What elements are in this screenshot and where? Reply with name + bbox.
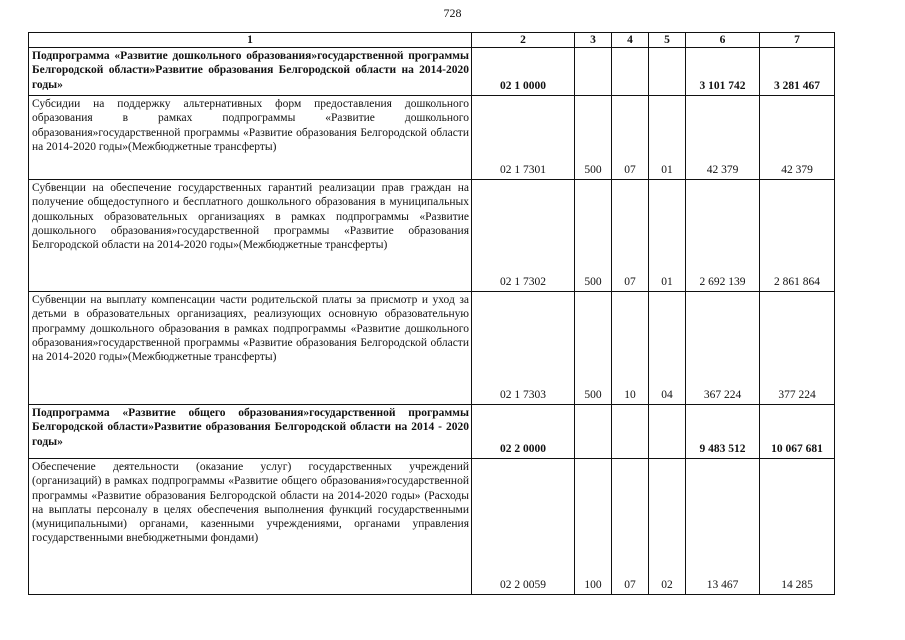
row-col-5: 02 [649,459,686,595]
row-col-4 [612,48,649,96]
row-col-6: 367 224 [686,292,760,405]
header-col-2: 2 [472,33,575,48]
header-col-4: 4 [612,33,649,48]
row-col-5: 04 [649,292,686,405]
row-col-7: 10 067 681 [760,405,835,459]
row-col-4: 07 [612,96,649,180]
row-col-7: 14 285 [760,459,835,595]
table-row [29,96,835,180]
row-col-7: 377 224 [760,292,835,405]
header-col-3: 3 [575,33,612,48]
page-number: 728 [443,6,462,20]
header-row [29,33,835,48]
row-col-3: 500 [575,292,612,405]
table-row [29,48,835,96]
row-code: 02 1 7301 [472,96,575,180]
table-row [29,180,835,292]
row-description: Подпрограмма «Развитие дошкольного образования»государственной программы Белгородской области»Развитие образования Белгородской области на 2014-2020 годы» [29,48,472,96]
row-code: 02 1 7302 [472,180,575,292]
row-col-3 [575,405,612,459]
row-description: Подпрограмма «Развитие общего образования»государственной программы Белгородской области»Развитие образования Белгородской области на 2014 - 2020 годы» [29,405,472,459]
header-col-7: 7 [760,33,835,48]
row-col-4: 10 [612,292,649,405]
row-description: Субсидии на поддержку альтернативных форм предоставления дошкольного образования в рамках подпрограммы «Развитие дошкольного образования»государственной программы «Развитие образования Белгородской области на 2014-2020 годы»(Межбюджетные трансферты) [29,96,472,180]
row-col-5 [649,48,686,96]
row-col-5: 01 [649,96,686,180]
row-code: 02 2 0059 [472,459,575,595]
header-col-5: 5 [649,33,686,48]
row-col-4: 07 [612,459,649,595]
row-col-4 [612,405,649,459]
row-col-5 [649,405,686,459]
row-col-7: 2 861 864 [760,180,835,292]
row-description: Обеспечение деятельности (оказание услуг) государственных учреждений (организаций) в рамках подпрограммы «Развитие общего образования»государственной программы «Развитие образования Белгородской области на 2014-2020 годы» (Расходы на выплаты персоналу в целях обеспечения выполнения функций государственными (муниципальными) органами, казенными учреждениями, органами управления государственными внебюджетными фондами) [29,459,472,595]
row-col-6: 13 467 [686,459,760,595]
header-col-1: 1 [29,33,472,48]
row-col-6: 2 692 139 [686,180,760,292]
row-col-6: 3 101 742 [686,48,760,96]
table-row [29,292,835,405]
row-col-3: 500 [575,180,612,292]
row-col-6: 42 379 [686,96,760,180]
budget-table [28,32,835,595]
row-col-5: 01 [649,180,686,292]
header-col-6: 6 [686,33,760,48]
row-code: 02 1 0000 [472,48,575,96]
row-col-4: 07 [612,180,649,292]
row-code: 02 1 7303 [472,292,575,405]
row-col-3: 500 [575,96,612,180]
row-col-6: 9 483 512 [686,405,760,459]
table-row [29,459,835,595]
row-col-3: 100 [575,459,612,595]
row-description: Субвенции на выплату компенсации части родительской платы за присмотр и уход за детьми в образовательных организациях, реализующих основную образовательную программу дошкольного образования в рамках подпрограммы «Развитие дошкольного образования»государственной программы «Развитие образования Белгородской области на 2014-2020 годы»(Межбюджетные трансферты) [29,292,472,405]
row-code: 02 2 0000 [472,405,575,459]
row-col-7: 3 281 467 [760,48,835,96]
row-description: Субвенции на обеспечение государственных гарантий реализации прав граждан на получение общедоступного и бесплатного дошкольного образования в муниципальных дошкольных образовательных организациях в рамках подпрограммы «Развитие дошкольного образования»государственной программы «Развитие образования Белгородской области на 2014-2020 годы»(Межбюджетные трансферты) [29,180,472,292]
table-row [29,405,835,459]
row-col-3 [575,48,612,96]
row-col-7: 42 379 [760,96,835,180]
